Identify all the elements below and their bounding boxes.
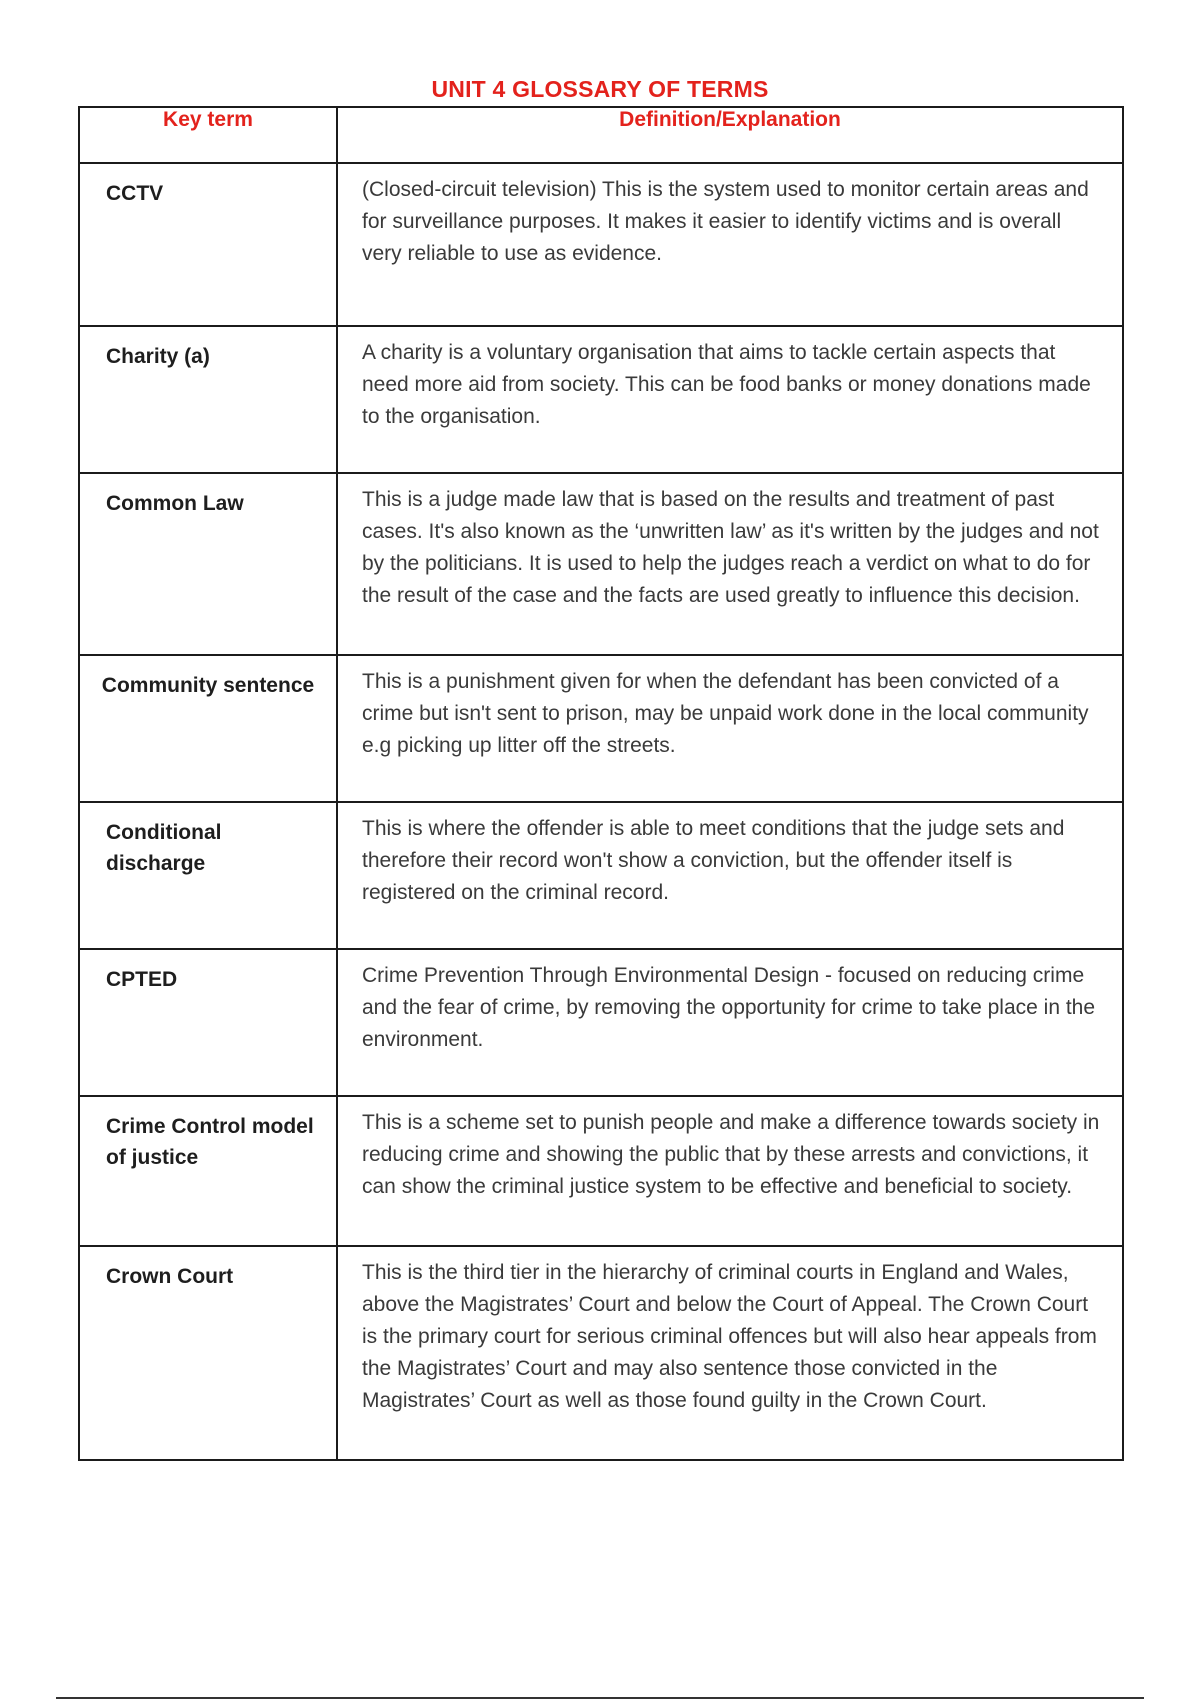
footer-divider [56, 1697, 1144, 1699]
table-row [79, 473, 1123, 655]
row-term: Common Law [79, 473, 337, 655]
row-definition: (Closed-circuit television) This is the system used to monitor certain areas and for surveillance purposes. It makes it easier to identify victims and is overall very reliable to use as evidence. [337, 163, 1123, 326]
row-definition: Crime Prevention Through Environmental Design - focused on reducing crime and the fear of crime, by removing the opportunity for crime to take place in the environment. [337, 949, 1123, 1096]
column-header-key-term: Key term [79, 107, 337, 163]
row-term: CCTV [79, 163, 337, 326]
glossary-table [78, 106, 1124, 1461]
table-row [79, 1096, 1123, 1246]
row-term: Crown Court [79, 1246, 337, 1460]
table-row [79, 802, 1123, 949]
row-definition: A charity is a voluntary organisation that aims to tackle certain aspects that need more aid from society. This can be food banks or money donations made to the organisation. [337, 326, 1123, 473]
row-term: Charity (a) [79, 326, 337, 473]
column-header-definition: Definition/Explanation [337, 107, 1123, 163]
table-row [79, 1246, 1123, 1460]
row-definition: This is the third tier in the hierarchy of criminal courts in England and Wales, above the Magistrates’ Court and below the Court of Appeal. The Crown Court is the primary court for serious criminal offences but will also hear appeals from the Magistrates’ Court and may also sentence those convicted in the Magistrates’ Court as well as those found guilty in the Crown Court. [337, 1246, 1123, 1460]
table-row [79, 655, 1123, 802]
table-header-row [79, 107, 1123, 163]
row-term: Conditional discharge [79, 802, 337, 949]
table-row [79, 949, 1123, 1096]
row-term: Community sentence [79, 655, 337, 802]
page-title: UNIT 4 GLOSSARY OF TERMS [431, 76, 769, 102]
row-definition: This is a punishment given for when the defendant has been convicted of a crime but isn't sent to prison, may be unpaid work done in the local community e.g picking up litter off the streets. [337, 655, 1123, 802]
table-row [79, 326, 1123, 473]
table-row [79, 163, 1123, 326]
row-definition: This is where the offender is able to meet conditions that the judge sets and therefore their record won't show a conviction, but the offender itself is registered on the criminal record. [337, 802, 1123, 949]
row-term: CPTED [79, 949, 337, 1096]
row-definition: This is a scheme set to punish people and make a difference towards society in reducing crime and showing the public that by these arrests and convictions, it can show the criminal justice system to be effective and beneficial to society. [337, 1096, 1123, 1246]
row-term: Crime Control model of justice [79, 1096, 337, 1246]
row-definition: This is a judge made law that is based on the results and treatment of past cases. It's also known as the ‘unwritten law’ as it's written by the judges and not by the politicians. It is used to help the judges reach a verdict on what to do for the result of the case and the facts are used greatly to influence this decision. [337, 473, 1123, 655]
